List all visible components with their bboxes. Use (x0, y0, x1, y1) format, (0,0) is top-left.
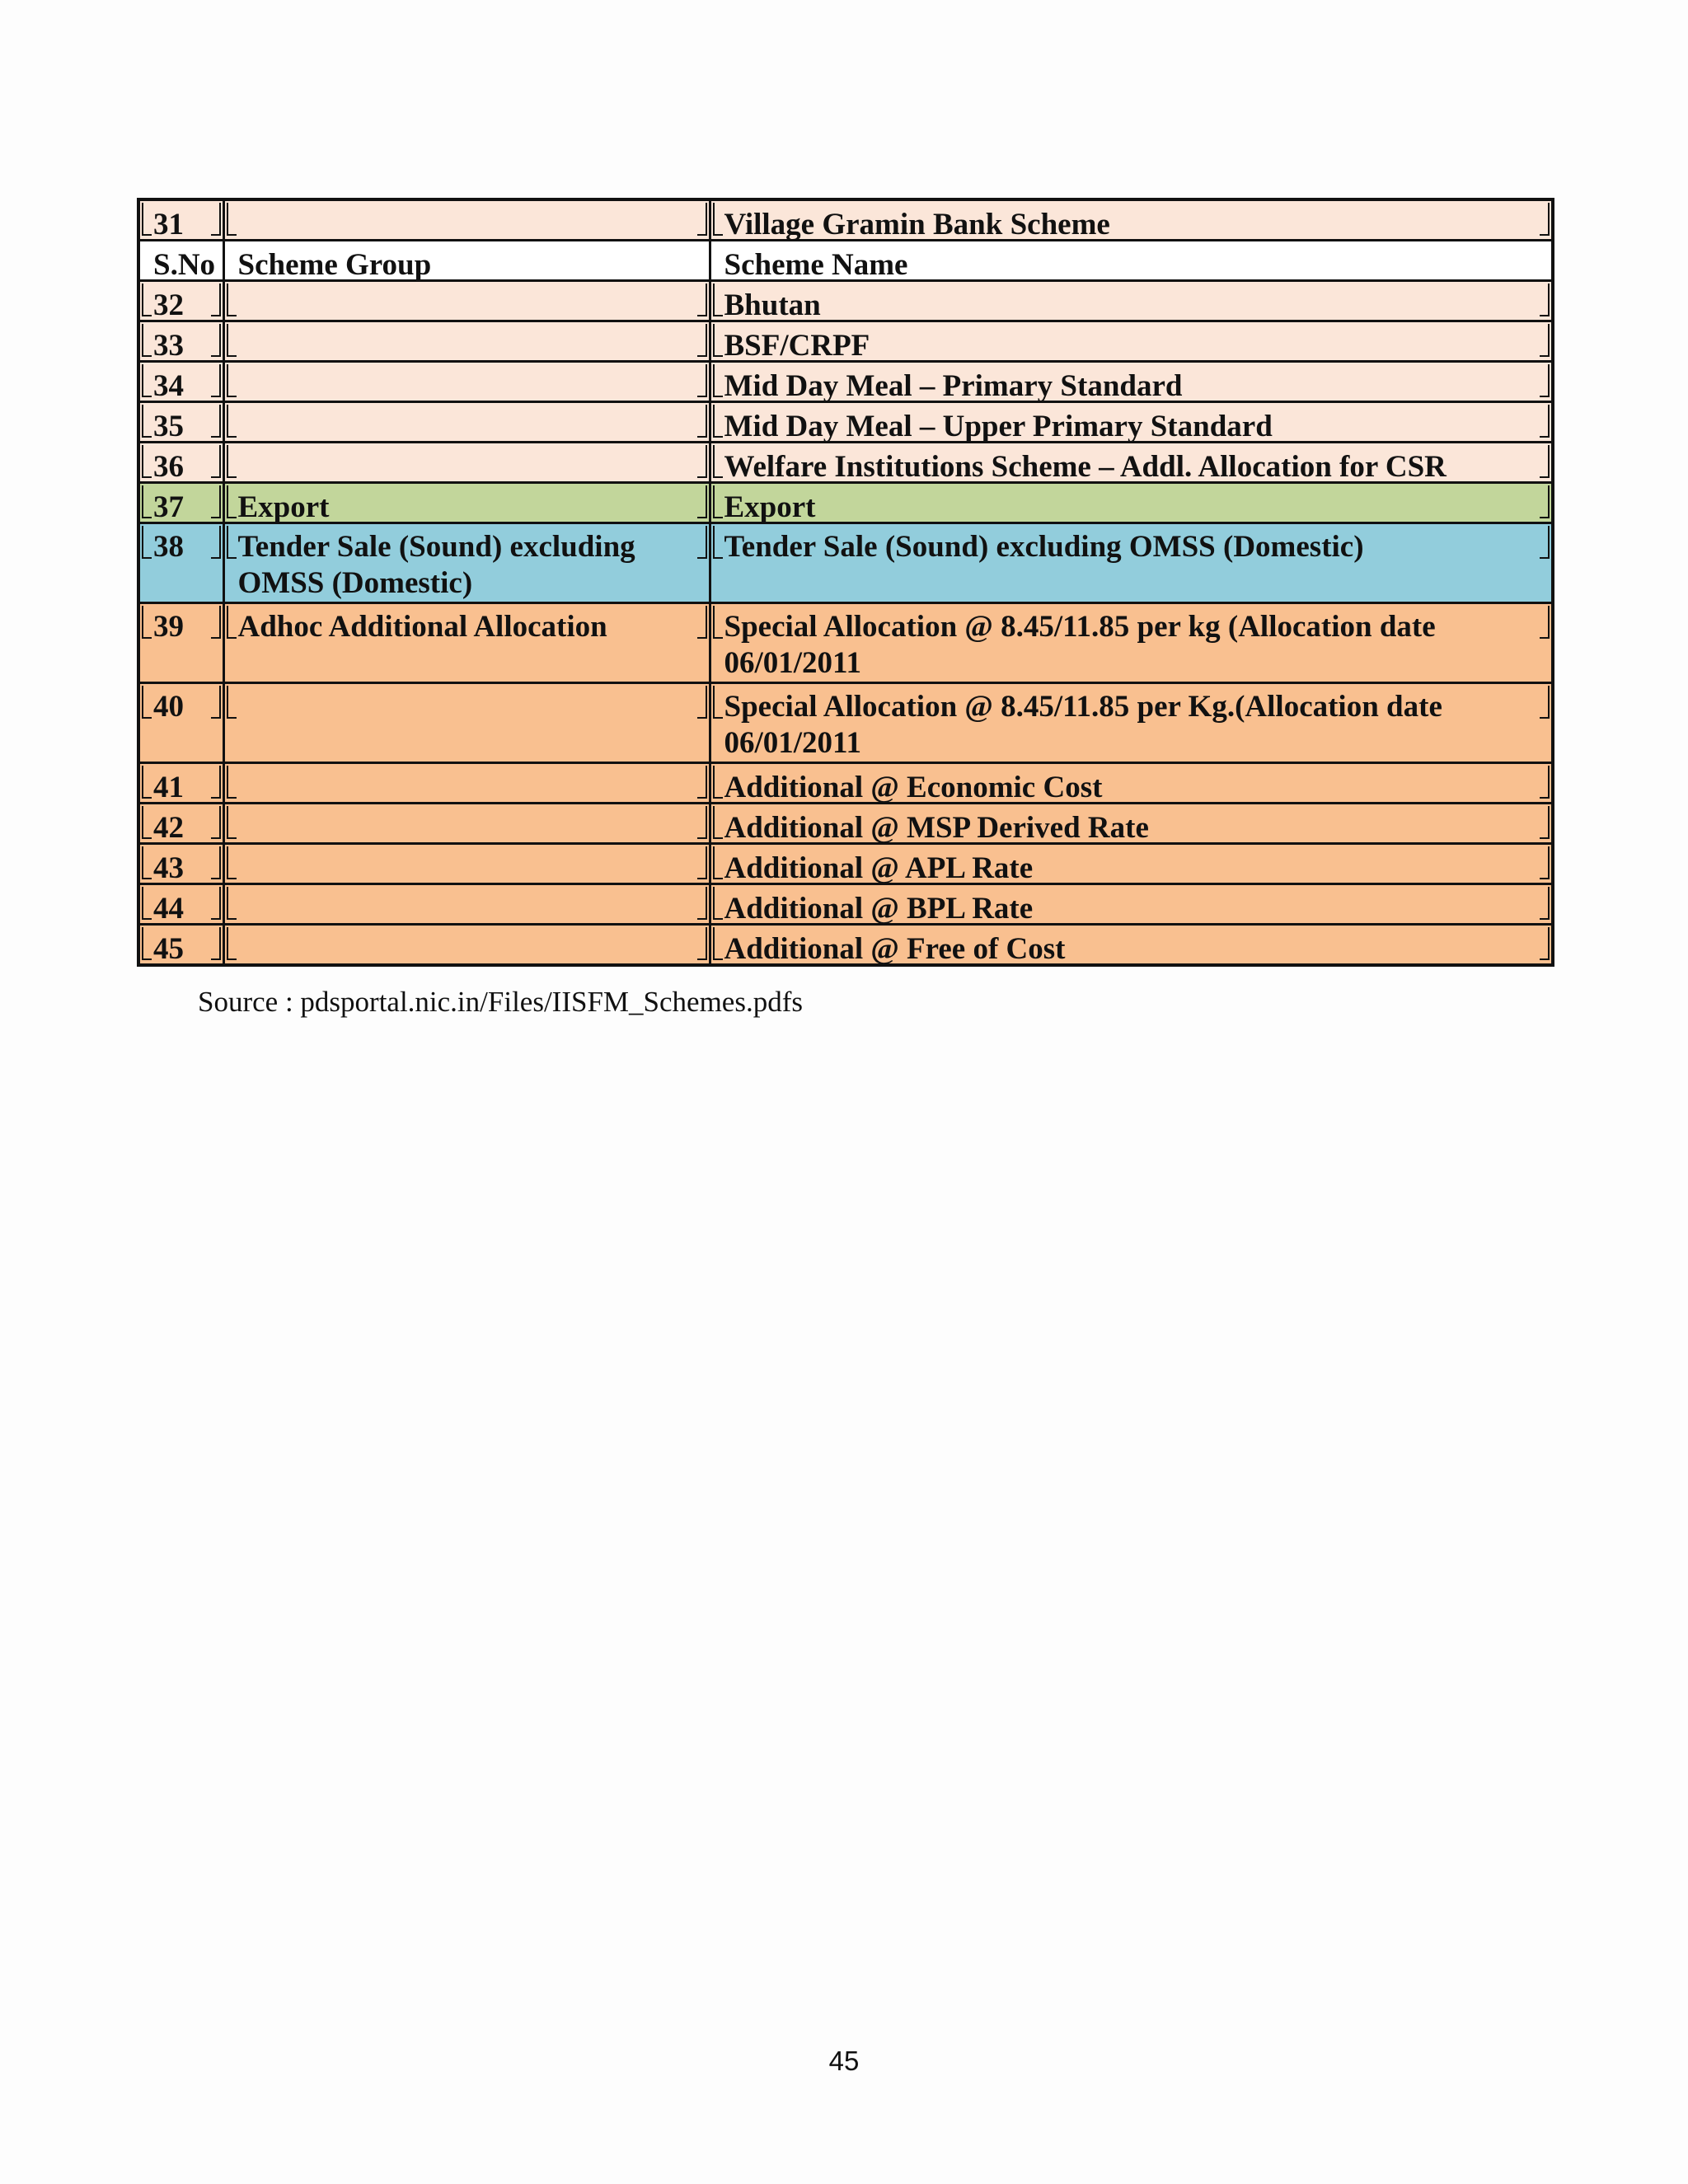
source-note: Source : pdsportal.nic.in/Files/IISFM_Schemes.pdfs (198, 986, 803, 1018)
group-cell (223, 281, 710, 321)
group-cell: Adhoc Additional Allocation (223, 603, 710, 683)
sno-cell: 42 (138, 804, 223, 844)
group-cell (223, 844, 710, 884)
name-cell: Mid Day Meal – Upper Primary Standard (710, 402, 1553, 443)
sno-cell: 38 (138, 523, 223, 603)
header-name: Scheme Name (710, 241, 1553, 281)
table-row (138, 763, 1553, 804)
table-row (138, 804, 1553, 844)
name-cell: Additional @ MSP Derived Rate (710, 804, 1553, 844)
table-row (138, 402, 1553, 443)
name-cell: BSF/CRPF (710, 321, 1553, 362)
table-row (138, 884, 1553, 925)
sno-cell: 37 (138, 483, 223, 523)
table-row (138, 844, 1553, 884)
name-cell: Additional @ BPL Rate (710, 884, 1553, 925)
sno-cell: 39 (138, 603, 223, 683)
sno-cell: 40 (138, 683, 223, 763)
table-row (138, 483, 1553, 523)
table-row (138, 362, 1553, 402)
table-header-row (138, 241, 1553, 281)
table-row (138, 281, 1553, 321)
group-cell: Tender Sale (Sound) excluding OMSS (Domestic) (223, 523, 710, 603)
schemes-table (137, 198, 1554, 967)
table-row (138, 683, 1553, 763)
group-cell: Export (223, 483, 710, 523)
table-row (138, 925, 1553, 966)
name-cell: Special Allocation @ 8.45/11.85 per Kg.(Allocation date 06/01/2011 (710, 683, 1553, 763)
sno-cell: 31 (138, 199, 223, 241)
header-group: Scheme Group (223, 241, 710, 281)
table-row (138, 443, 1553, 483)
group-cell (223, 402, 710, 443)
group-cell (223, 199, 710, 241)
group-cell (223, 763, 710, 804)
page-number: 45 (828, 2046, 860, 2076)
table-row (138, 199, 1553, 241)
table-row (138, 321, 1553, 362)
group-cell (223, 362, 710, 402)
sno-cell: 41 (138, 763, 223, 804)
sno-cell: 35 (138, 402, 223, 443)
group-cell (223, 443, 710, 483)
sno-cell: 32 (138, 281, 223, 321)
group-cell (223, 683, 710, 763)
table-row (138, 523, 1553, 603)
name-cell: Tender Sale (Sound) excluding OMSS (Domestic) (710, 523, 1553, 603)
name-cell: Additional @ Free of Cost (710, 925, 1553, 966)
name-cell: Village Gramin Bank Scheme (710, 199, 1553, 241)
sno-cell: 33 (138, 321, 223, 362)
group-cell (223, 925, 710, 966)
name-cell: Special Allocation @ 8.45/11.85 per kg (Allocation date 06/01/2011 (710, 603, 1553, 683)
group-cell (223, 804, 710, 844)
name-cell: Additional @ Economic Cost (710, 763, 1553, 804)
sno-cell: 36 (138, 443, 223, 483)
sno-cell: 45 (138, 925, 223, 966)
name-cell: Additional @ APL Rate (710, 844, 1553, 884)
sno-cell: 34 (138, 362, 223, 402)
name-cell: Bhutan (710, 281, 1553, 321)
table-row (138, 603, 1553, 683)
name-cell: Welfare Institutions Scheme – Addl. Allocation for CSR (710, 443, 1553, 483)
group-cell (223, 884, 710, 925)
name-cell: Mid Day Meal – Primary Standard (710, 362, 1553, 402)
name-cell: Export (710, 483, 1553, 523)
sno-cell: 43 (138, 844, 223, 884)
header-sno: S.No (138, 241, 223, 281)
group-cell (223, 321, 710, 362)
sno-cell: 44 (138, 884, 223, 925)
